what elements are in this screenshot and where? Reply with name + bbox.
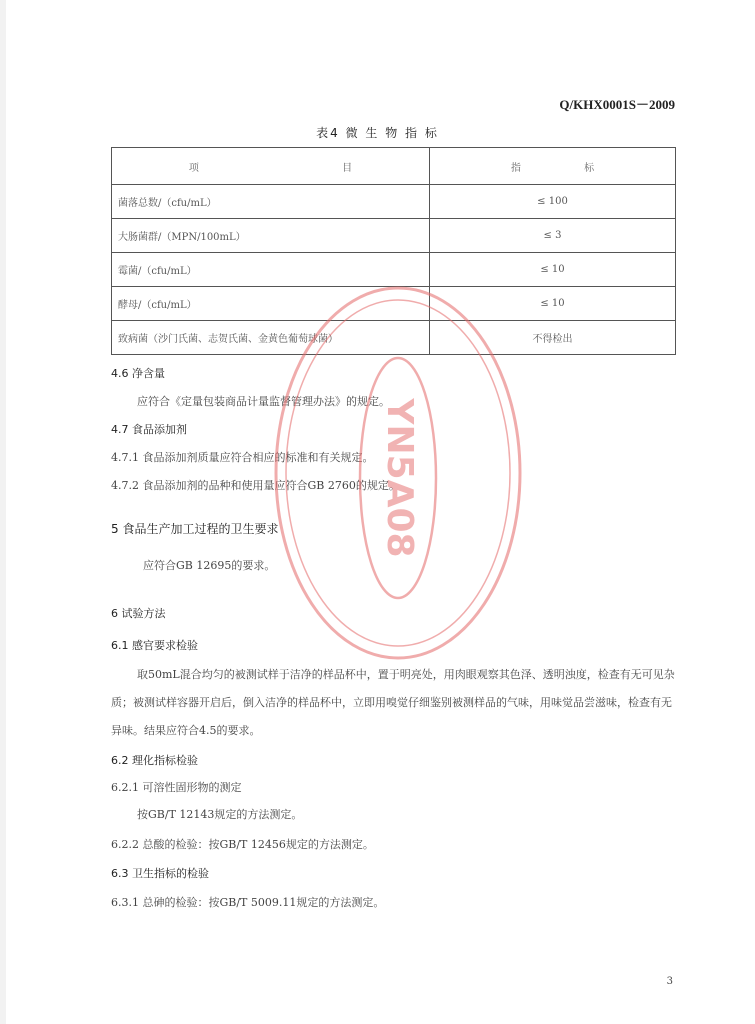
section-heading-5: 5 食品生产加工过程的卫生要求 [111, 522, 279, 536]
section-text-5: 应符合GB 12695的要求。 [143, 559, 276, 572]
clause-6-3-1: 6.3.1 总砷的检验：按GB/T 5009.11规定的方法测定。 [111, 896, 385, 909]
row-item: 酵母/（cfu/mL） [112, 287, 430, 321]
clause-6-2-1: 6.2.1 可溶性固形物的测定 [111, 781, 242, 794]
section-text-6-1: 取50mL混合均匀的被测试样于洁净的样品杯中，置于明亮处，用肉眼观察其色泽、透明浊度，检查有无可见杂质；被测试样容器开启后，倒入洁净的样品杯中，立即用嗅觉仔细鉴别被测样品的气味，用味觉品尝滋味，检查有无异味。结果应符合4.5的要求。 [111, 668, 675, 737]
standard-code: Q/KHX0001S－2009 [559, 97, 675, 112]
section-heading-6-3: 6.3 卫生指标的检验 [111, 867, 209, 880]
table-title: 表4 微 生 物 指 标 [316, 126, 439, 140]
column-header-indicator: 指 标 [430, 148, 676, 185]
table-row [112, 185, 676, 219]
section-heading-4-6: 4.6 净含量 [111, 367, 165, 380]
row-value: ≤ 10 [430, 253, 676, 287]
red-seal-stamp [268, 278, 528, 668]
row-value: ≤ 3 [430, 219, 676, 253]
row-value: ≤ 100 [430, 185, 676, 219]
clause-6-2-2: 6.2.2 总酸的检验：按GB/T 12456规定的方法测定。 [111, 838, 374, 851]
row-item: 菌落总数/（cfu/mL） [112, 185, 430, 219]
section-heading-6-2: 6.2 理化指标检验 [111, 754, 198, 767]
column-header-item: 项 目 [112, 148, 430, 185]
section-heading-6: 6 试验方法 [111, 607, 166, 620]
row-item: 致病菌（沙门氏菌、志贺氏菌、金黄色葡萄球菌） [112, 321, 430, 355]
section-heading-4-7: 4.7 食品添加剂 [111, 423, 187, 436]
page-number: 3 [666, 976, 673, 987]
clause-4-7-1: 4.7.1 食品添加剂质量应符合相应的标准和有关规定。 [111, 451, 374, 464]
row-item: 霉菌/（cfu/mL） [112, 253, 430, 287]
section-heading-6-1: 6.1 感官要求检验 [111, 639, 198, 652]
page-edge [0, 0, 6, 1024]
row-item: 大肠菌群/（MPN/100mL） [112, 219, 430, 253]
table-header-row [112, 148, 676, 185]
seal-registration-code: YN5A08 [379, 398, 420, 558]
row-value: ≤ 10 [430, 287, 676, 321]
table-row [112, 219, 676, 253]
clause-6-2-1-text: 按GB/T 12143规定的方法测定。 [137, 808, 303, 821]
row-value: 不得检出 [430, 321, 676, 355]
section-text-4-6: 应符合《定量包装商品计量监督管理办法》的规定。 [137, 395, 390, 408]
clause-4-7-2: 4.7.2 食品添加剂的品种和使用量应符合GB 2760的规定。 [111, 479, 400, 492]
